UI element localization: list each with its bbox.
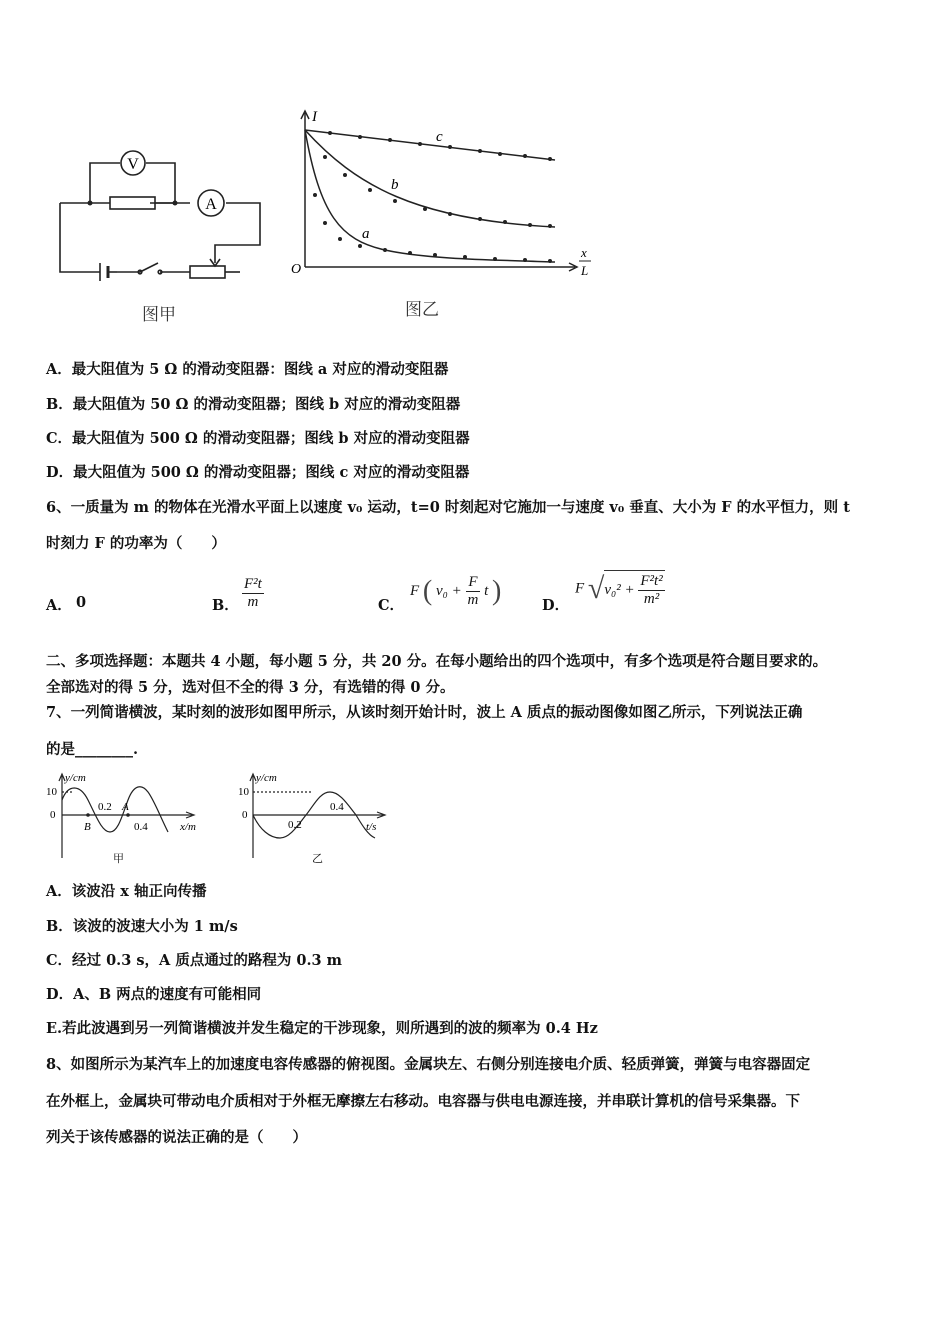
left-point-b: B (84, 821, 91, 833)
left-point-a: A (122, 801, 129, 813)
right-x-axis: t/s (366, 821, 377, 833)
q8-stem-line3: 列关于该传感器的说法正确的是（ ） (46, 1129, 307, 1146)
curve-label-a: a (362, 226, 370, 242)
q5-option-a: A．最大阻值为 5 Ω 的滑动变阻器：图线 a 对应的滑动变阻器 (46, 361, 449, 378)
left-zero: 0 (50, 809, 56, 821)
x-axis-num: x (581, 245, 587, 260)
q6-option-c-expr: F ( v₀ + $\frac{F}{m}$ t ) (410, 574, 502, 608)
q7-option-d: D．A、B 两点的速度有可能相同 (46, 986, 262, 1003)
circuit-caption: 图甲 (142, 305, 176, 325)
left-tick-1: 0.2 (98, 801, 112, 813)
curve-label-c: c (436, 129, 443, 145)
q6-option-a-label: A． (46, 597, 72, 614)
wave-left-caption: 甲 (113, 852, 124, 865)
q7-stem-line2: 的是________. (46, 741, 139, 758)
right-tick-1: 0.2 (288, 819, 302, 831)
curve-c (305, 130, 555, 160)
q6-option-b-label: B． (212, 597, 239, 614)
curve-label-b: b (391, 177, 399, 193)
q6-option-c-label: C． (378, 597, 405, 614)
q5-option-b: B．最大阻值为 50 Ω 的滑动变阻器；图线 b 对应的滑动变阻器 (46, 396, 461, 413)
q8-stem-line2: 在外框上，金属块可带动电介质相对于外框无摩擦左右移动。电容器与供电电源连接，并串联计算机的信号采集器。下 (46, 1093, 800, 1110)
right-y-axis: y/cm (256, 772, 277, 784)
q7-option-e: E.若此波遇到另一列简谐横波并发生稳定的干涉现象，则所遇到的波的频率为 0.4 Hz (46, 1020, 598, 1037)
section2-line2: 全部选对的得 5 分，选对但不全的得 3 分，有选错的得 0 分。 (46, 679, 455, 696)
q6-option-b-expr: $\frac{\text{F²t}}{m}$ (244, 576, 262, 610)
voltmeter-label: V (127, 156, 139, 173)
origin-label: O (291, 262, 302, 277)
right-zero: 0 (242, 809, 248, 821)
q6-option-a-value: 0 (76, 594, 87, 611)
x-axis-den: L (581, 263, 589, 278)
ammeter-label: A (205, 196, 217, 213)
q7-option-a: A．该波沿 x 轴正向传播 (46, 883, 207, 900)
q7-stem-line1: 7、一列简谐横波，某时刻的波形如图甲所示，从该时刻开始计时，波上 A 质点的振动图像如图乙所示，下列说法正确 (46, 704, 803, 721)
q6-option-d-expr: F √v₀² + $\frac{\text{F²t²}}{\text{m²}}$ (575, 572, 663, 607)
left-x-axis: x/m (180, 821, 196, 833)
q6-stem-line1: 6、一质量为 m 的物体在光滑水平面上以速度 v₀ 运动，t=0 时刻起对它施加一与速度 v₀ 垂直、大小为 F 的水平恒力，则 t (46, 499, 850, 516)
left-y-axis: y/cm (65, 772, 86, 784)
wave-curve-left (62, 787, 168, 832)
q7-option-b: B．该波的波速大小为 1 m/s (46, 918, 238, 935)
section2-line1: 二、多项选择题：本题共 4 小题，每小题 5 分，共 20 分。在每小题给出的四个选项中，有多个选项是符合题目要求的。 (46, 653, 828, 670)
q6-option-d-label: D． (542, 597, 570, 614)
q8-stem-line1: 8、如图所示为某汽车上的加速度电容传感器的俯视图。金属块左、右侧分别连接电介质、轻质弹簧，弹簧与电容器固定 (46, 1056, 811, 1073)
y-axis-label: I (312, 109, 317, 125)
current-graph (285, 105, 605, 285)
right-tick-2: 0.4 (330, 801, 344, 813)
wave-right-caption: 乙 (312, 852, 323, 865)
right-y-tick: 10 (238, 786, 249, 798)
q6-stem-line2: 时刻力 F 的功率为（ ） (46, 535, 226, 552)
q7-option-c: C．经过 0.3 s，A 质点通过的路程为 0.3 m (46, 952, 342, 969)
curve-a (305, 130, 555, 262)
q5-option-c: C．最大阻值为 500 Ω 的滑动变阻器；图线 b 对应的滑动变阻器 (46, 430, 470, 447)
left-tick-2: 0.4 (134, 821, 148, 833)
graph-caption: 图乙 (405, 300, 439, 320)
wave-graph-left (42, 770, 217, 865)
q5-option-d: D．最大阻值为 500 Ω 的滑动变阻器；图线 c 对应的滑动变阻器 (46, 464, 470, 481)
left-y-tick: 10 (46, 786, 57, 798)
